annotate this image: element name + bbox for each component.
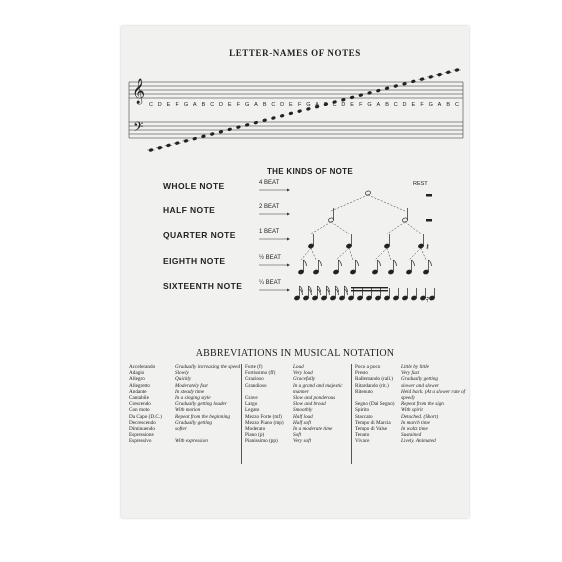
abbreviation-definition: Slowly bbox=[175, 370, 189, 377]
note-letter-label: D bbox=[280, 102, 285, 108]
beat-arrow-head bbox=[287, 213, 290, 216]
abbreviation-definition: Gracefully bbox=[293, 376, 316, 383]
abbreviation-definition: With spirit bbox=[401, 407, 423, 414]
note-head bbox=[236, 125, 241, 130]
abbreviation-term: Tempo di Valse bbox=[355, 426, 388, 433]
abbreviation-definition: In a singing style bbox=[175, 395, 211, 402]
note-letter-label: D bbox=[402, 102, 407, 108]
abbreviation-definition: Half soft bbox=[293, 419, 312, 426]
abbreviation-term: Moderato bbox=[245, 426, 266, 433]
abbreviation-term: Andante bbox=[129, 388, 147, 395]
abbreviation-definition: In waltz time bbox=[401, 426, 428, 433]
abbreviation-term: Da Capo (D.C.) bbox=[129, 413, 162, 420]
note-kind-beat: ½ BEAT bbox=[259, 255, 281, 261]
note-symbol bbox=[365, 190, 371, 195]
note-letter-label: C bbox=[210, 102, 215, 108]
abbreviation-definition: Moderately fast bbox=[175, 382, 208, 389]
note-letter-label: G bbox=[367, 102, 372, 108]
abbreviation-term: Spirito bbox=[355, 407, 370, 414]
column-divider bbox=[351, 364, 352, 464]
treble-clef-icon: 𝄞 bbox=[132, 79, 146, 104]
note-letter-label: A bbox=[315, 102, 319, 108]
note-kind-name: WHOLE NOTE bbox=[163, 181, 225, 191]
note-letter-label: F bbox=[175, 102, 179, 108]
note-head bbox=[253, 120, 258, 125]
beat-arrow-head bbox=[287, 238, 290, 241]
note-letter-label: C bbox=[393, 102, 398, 108]
note-letter-label: B bbox=[201, 102, 206, 108]
column-divider bbox=[241, 364, 242, 464]
note-letter-label: A bbox=[437, 102, 442, 108]
note-letter-label: E bbox=[289, 102, 293, 108]
abbreviation-term: Forte (f) bbox=[245, 364, 263, 370]
abbreviation-definition: In steady time bbox=[175, 388, 205, 395]
note-letter-label: G bbox=[428, 102, 433, 108]
abbreviation-definition: Little by little bbox=[401, 364, 429, 370]
abbreviation-definition: slower and slower bbox=[401, 382, 440, 389]
abbreviation-row bbox=[245, 438, 349, 444]
abbreviation-definition: With expression bbox=[175, 438, 208, 445]
abbreviation-definition: With motion bbox=[175, 407, 201, 414]
abbreviation-term: Crescendo bbox=[129, 401, 151, 408]
note-head bbox=[393, 84, 398, 89]
abbreviation-term: Accelerando bbox=[129, 364, 156, 370]
note-head bbox=[367, 91, 372, 96]
note-head bbox=[280, 113, 285, 118]
beat-arrow-head bbox=[287, 289, 290, 292]
abbreviation-definition: Gradually getting bbox=[175, 419, 213, 426]
note-head bbox=[297, 109, 302, 114]
note-letter-label: E bbox=[227, 102, 232, 108]
abbreviation-row bbox=[245, 383, 349, 395]
note-letter-label: F bbox=[420, 102, 424, 108]
rest-label: REST bbox=[413, 181, 428, 187]
half-rest-icon bbox=[426, 219, 432, 222]
note-letter-label: F bbox=[297, 102, 302, 108]
abbreviation-term: Con moto bbox=[129, 407, 150, 414]
note-letter-label: C bbox=[455, 102, 459, 108]
abbreviation-term: Poco a poco bbox=[355, 364, 381, 370]
note-letter-label: B bbox=[324, 102, 328, 108]
abbreviation-row bbox=[355, 438, 467, 444]
eighth-rest-icon: 𝄾 bbox=[426, 268, 429, 279]
abbreviations-column-2 bbox=[245, 364, 349, 445]
abbreviation-definition: Very loud bbox=[293, 370, 313, 377]
abbreviation-definition: Gradually getting bbox=[401, 376, 439, 383]
music-theory-page bbox=[121, 26, 469, 518]
quarter-rest-icon: 𝄽 bbox=[426, 242, 430, 253]
abbreviation-term: Allegro bbox=[129, 376, 145, 383]
note-head bbox=[227, 127, 232, 132]
note-letter-label: G bbox=[306, 102, 311, 108]
abbreviation-definition: Half loud bbox=[293, 413, 313, 420]
note-letter-label: B bbox=[385, 102, 389, 108]
abbreviations-column-1 bbox=[129, 364, 241, 445]
abbreviation-term: Diminuendo bbox=[129, 426, 155, 433]
abbreviation-term: Tenuto bbox=[355, 432, 370, 439]
abbreviation-definition: Held back. (At a slower rate of speed) bbox=[401, 388, 466, 402]
abbreviation-definition: Sustained bbox=[401, 432, 422, 439]
note-letter-label: C bbox=[332, 102, 337, 108]
abbreviation-term: Grave bbox=[245, 395, 258, 402]
kinds-of-note-title: THE KINDS OF NOTE bbox=[267, 167, 353, 176]
abbreviation-term: Grazioso bbox=[245, 376, 264, 383]
note-head bbox=[192, 136, 197, 141]
abbreviation-definition: Smoothly bbox=[293, 407, 313, 414]
abbreviation-definition: Quickly bbox=[175, 376, 192, 383]
note-kind-name: HALF NOTE bbox=[163, 205, 216, 215]
whole-rest-icon bbox=[426, 194, 432, 197]
note-head bbox=[288, 111, 293, 116]
note-letter-label: E bbox=[350, 102, 354, 108]
abbreviation-term: Tempo di Marcia bbox=[355, 419, 391, 426]
note-kind-name: SIXTEENTH NOTE bbox=[163, 281, 243, 291]
abbreviation-term: Legato bbox=[245, 407, 260, 414]
note-letter-label: C bbox=[149, 102, 153, 108]
abbreviation-term: Espressivo bbox=[129, 438, 152, 445]
abbreviation-term: Presto bbox=[355, 370, 368, 377]
bass-clef-icon: 𝄢 bbox=[133, 119, 144, 138]
note-letter-label: F bbox=[236, 102, 241, 108]
note-letter-label: B bbox=[262, 102, 267, 108]
note-letter-label: D bbox=[341, 102, 346, 108]
note-letter-label: A bbox=[254, 102, 258, 108]
abbreviations-title: ABBREVIATIONS IN MUSICAL NOTATION bbox=[195, 348, 395, 359]
abbreviation-term: Pianissimo (pp) bbox=[245, 438, 278, 445]
note-letter-label: G bbox=[245, 102, 250, 108]
beat-arrow-head bbox=[287, 189, 290, 192]
abbreviation-definition: Gradually getting louder bbox=[175, 401, 227, 408]
abbreviation-term: Grandioso bbox=[245, 382, 267, 389]
note-head bbox=[376, 88, 381, 93]
note-letter-label: D bbox=[157, 102, 162, 108]
note-letter-label: B bbox=[446, 102, 451, 108]
note-letter-label: A bbox=[376, 102, 381, 108]
abbreviations-column-3 bbox=[355, 364, 467, 445]
abbreviation-definition: In a grand and majestic manner bbox=[293, 382, 343, 395]
abbreviation-term: Segno (Dal Segno) bbox=[355, 401, 395, 408]
note-letter-label: G bbox=[183, 102, 189, 108]
abbreviation-row bbox=[355, 389, 467, 401]
note-kind-name: QUARTER NOTE bbox=[163, 230, 236, 240]
abbreviation-term: Largo bbox=[245, 401, 258, 408]
abbreviation-definition: In march time bbox=[401, 419, 430, 426]
note-letter-label: A bbox=[192, 102, 197, 108]
note-kind-beat: ¼ BEAT bbox=[259, 280, 281, 286]
abbreviation-term: Cantabile bbox=[129, 395, 149, 402]
abbreviation-term: Mezzo Forte (mf) bbox=[245, 413, 282, 420]
abbreviation-definition: In a moderate time bbox=[293, 426, 333, 433]
note-head bbox=[349, 95, 354, 100]
note-head bbox=[271, 116, 276, 121]
abbreviation-term: Staccato bbox=[355, 413, 373, 420]
abbreviation-term: Vivace bbox=[355, 438, 370, 445]
abbreviation-definition: Slow and broad bbox=[293, 401, 326, 408]
abbreviation-term: Adagio bbox=[129, 370, 145, 377]
note-kind-beat: 2 BEAT bbox=[259, 204, 280, 210]
abbreviation-term: Ritardando (rit.) bbox=[355, 382, 389, 389]
beat-arrow-head bbox=[287, 264, 290, 267]
abbreviation-definition: Lively. Animated bbox=[401, 438, 436, 445]
note-letter-label: E bbox=[166, 102, 171, 108]
abbreviation-term: Fortissimo (ff) bbox=[245, 370, 276, 377]
note-head bbox=[358, 93, 363, 98]
abbreviation-row bbox=[129, 438, 241, 444]
sixteenth-rest-icon: 𝄿 bbox=[426, 294, 430, 305]
abbreviation-term: Espressione bbox=[129, 432, 154, 439]
note-letter-label: D bbox=[218, 102, 223, 108]
abbreviation-term: Mezzo Piano (mp) bbox=[245, 419, 284, 426]
abbreviation-term: Piano (p) bbox=[245, 432, 265, 439]
abbreviation-definition: Very soft bbox=[293, 438, 312, 445]
abbreviation-definition: Repeat from the beginning bbox=[175, 413, 230, 420]
note-head bbox=[245, 123, 250, 128]
letter-names-title: LETTER-NAMES OF NOTES bbox=[229, 48, 361, 58]
abbreviation-term: Ritenuto bbox=[355, 388, 373, 395]
note-head bbox=[210, 132, 215, 137]
abbreviation-definition: Loud bbox=[293, 364, 304, 370]
note-letter-label: F bbox=[359, 102, 363, 108]
abbreviation-definition: Repeat from the sign bbox=[401, 401, 444, 408]
note-kind-beat: 1 BEAT bbox=[259, 229, 280, 235]
note-head bbox=[411, 79, 416, 84]
note-kind-beat: 4 BEAT bbox=[259, 180, 280, 186]
abbreviation-definition: Gradually increasing the speed bbox=[175, 364, 241, 370]
abbreviation-term: Allegretto bbox=[129, 382, 151, 389]
abbreviation-definition: Detached. (Short) bbox=[401, 413, 439, 420]
abbreviation-definition: softer bbox=[175, 426, 187, 433]
abbreviation-definition: Soft bbox=[293, 432, 302, 439]
abbreviation-term: Decrescendo bbox=[129, 419, 156, 426]
note-letter-label: E bbox=[411, 102, 416, 108]
note-letter-label: C bbox=[271, 102, 276, 108]
note-kind-name: EIGHTH NOTE bbox=[163, 256, 226, 266]
abbreviation-term: Rallentando (rall.) bbox=[355, 376, 394, 383]
abbreviation-definition: Slow and ponderous bbox=[293, 395, 336, 402]
abbreviation-definition: Very fast bbox=[401, 370, 420, 377]
